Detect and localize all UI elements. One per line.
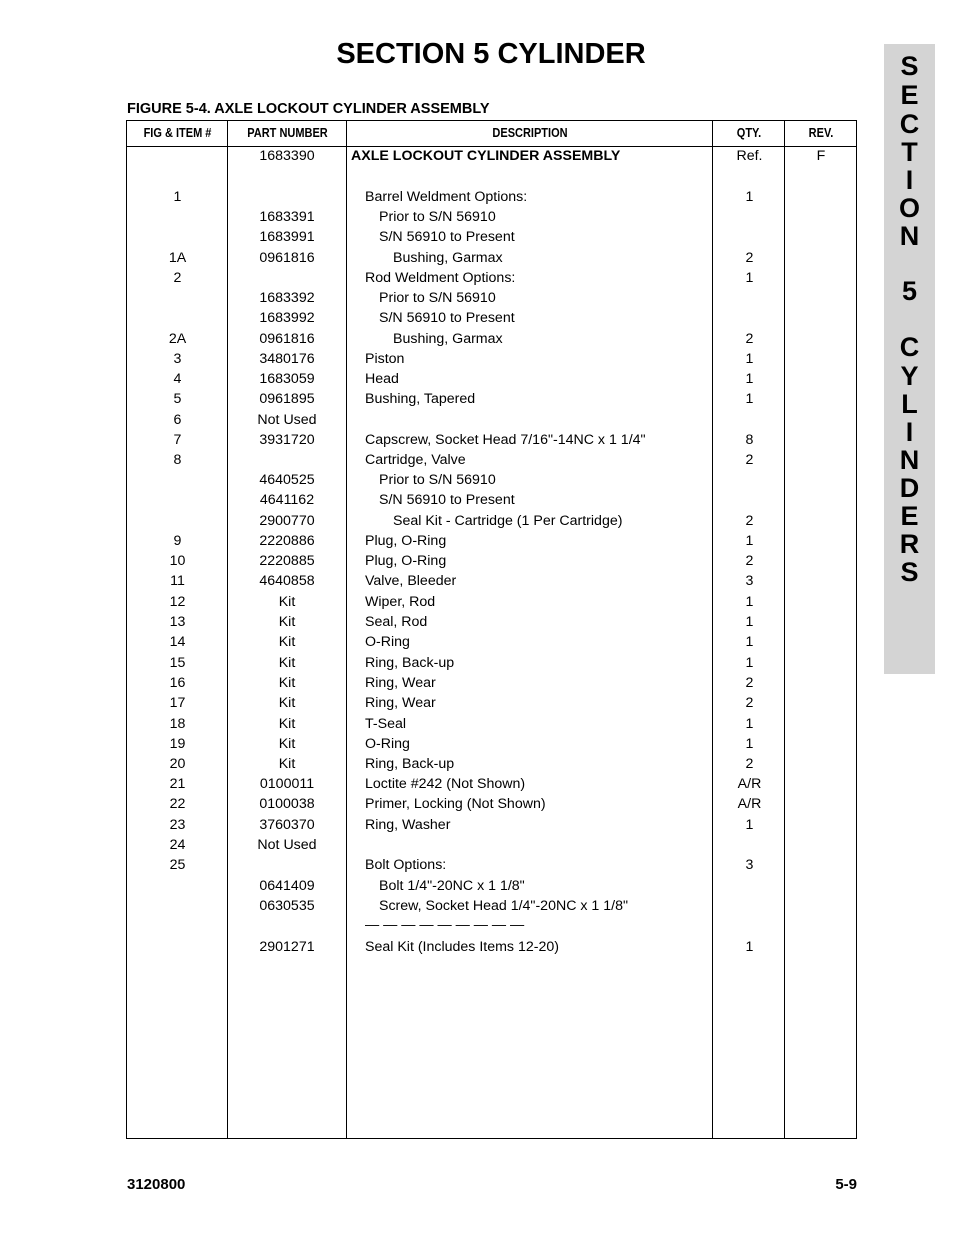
table-row: [127, 369, 856, 389]
part-number-cell: 0100011: [259, 776, 315, 792]
part-number-cell: 0961816: [259, 250, 315, 266]
table-row: [127, 653, 856, 673]
description-cell: S/N 56910 to Present: [379, 310, 515, 326]
part-number-cell: 1683992: [259, 310, 315, 326]
side-tab-letter: D: [899, 473, 920, 503]
description-cell: Bushing, Garmax: [393, 250, 503, 266]
description-cell: Wiper, Rod: [365, 594, 436, 610]
qty-cell: 1: [745, 736, 754, 752]
part-number-cell: 0961816: [259, 331, 315, 347]
description-cell: Screw, Socket Head 1/4"-20NC x 1 1/8": [379, 898, 629, 914]
side-tab-letter: R: [899, 529, 920, 559]
table-row: [127, 227, 856, 247]
side-tab-letter: E: [900, 80, 919, 110]
header-fig-item: FIG & ITEM #: [143, 126, 212, 140]
table-row: [127, 896, 856, 916]
table-header: [127, 121, 856, 147]
part-number-cell: Kit: [278, 655, 296, 671]
description-cell: Primer, Locking (Not Shown): [365, 796, 546, 812]
fig-item-cell: 23: [169, 817, 186, 833]
table-row: [127, 754, 856, 774]
side-tab-letter: L: [901, 389, 918, 419]
description-cell: T-Seal: [365, 716, 407, 732]
table-row: [127, 450, 856, 470]
table-row: [127, 693, 856, 713]
part-number-cell: 0100038: [259, 796, 315, 812]
side-tab-letter: 5: [901, 276, 918, 306]
description-cell: Head: [365, 371, 399, 387]
qty-cell: 2: [745, 695, 754, 711]
fig-item-cell: 19: [169, 736, 186, 752]
table-row: [127, 207, 856, 227]
table-row: [127, 815, 856, 835]
part-number-cell: 2220886: [259, 533, 315, 549]
side-tab-letter: C: [899, 109, 920, 139]
fig-item-cell: 17: [169, 695, 186, 711]
fig-item-cell: 2A: [168, 331, 187, 347]
table-row: [127, 571, 856, 591]
qty-cell: 1: [745, 371, 754, 387]
qty-cell: 1: [745, 594, 754, 610]
part-number-cell: Kit: [278, 716, 296, 732]
description-cell: Loctite #242 (Not Shown): [365, 776, 526, 792]
part-number-cell: Not Used: [257, 412, 317, 428]
part-number-cell: Kit: [278, 634, 296, 650]
description-cell: Ring, Wear: [365, 695, 436, 711]
qty-cell: 1: [745, 533, 754, 549]
description-cell: AXLE LOCKOUT CYLINDER ASSEMBLY: [351, 148, 621, 164]
part-number-cell: 2900770: [259, 513, 315, 529]
part-number-cell: 1683392: [259, 290, 315, 306]
side-tab-letter: I: [905, 165, 914, 195]
part-number-cell: Kit: [278, 594, 296, 610]
fig-item-cell: 6: [173, 412, 182, 428]
fig-item-cell: 13: [169, 614, 186, 630]
part-number-cell: 4640525: [259, 472, 315, 488]
table-row: [127, 308, 856, 328]
fig-item-cell: 1: [173, 189, 182, 205]
qty-cell: 1: [745, 270, 754, 286]
side-tab-letter: T: [901, 137, 918, 167]
part-number-cell: 0630535: [259, 898, 315, 914]
qty-cell: 1: [745, 614, 754, 630]
fig-item-cell: 4: [173, 371, 182, 387]
part-number-cell: 0961895: [259, 391, 315, 407]
side-tab-letter: I: [905, 417, 914, 447]
page-number: 5-9: [835, 1176, 857, 1193]
fig-item-cell: 11: [170, 573, 185, 589]
description-cell: Ring, Washer: [365, 817, 451, 833]
qty-cell: A/R: [737, 776, 762, 792]
qty-cell: 2: [745, 756, 754, 772]
section-title: SECTION 5 CYLINDER: [336, 38, 646, 70]
qty-cell: 1: [745, 716, 754, 732]
table-row: [127, 612, 856, 632]
part-number-cell: 3931720: [259, 432, 315, 448]
qty-cell: 3: [745, 573, 754, 589]
description-cell: Prior to S/N 56910: [379, 472, 496, 488]
part-number-cell: 1683991: [259, 229, 315, 245]
qty-cell: 2: [745, 331, 754, 347]
description-cell: S/N 56910 to Present: [379, 229, 515, 245]
table-row: [127, 389, 856, 409]
description-cell: S/N 56910 to Present: [379, 492, 515, 508]
description-cell: Rod Weldment Options:: [365, 270, 516, 286]
part-number-cell: Kit: [278, 736, 296, 752]
document-number: 3120800: [127, 1176, 186, 1193]
description-cell: Prior to S/N 56910: [379, 209, 496, 225]
table-row: [127, 714, 856, 734]
header-description: DESCRIPTION: [492, 126, 568, 140]
fig-item-cell: 3: [173, 351, 182, 367]
part-number-cell: 1683390: [259, 148, 315, 164]
table-row: [127, 329, 856, 349]
description-cell: Plug, O-Ring: [365, 553, 447, 569]
table-row: [127, 470, 856, 490]
description-cell: Seal, Rod: [365, 614, 428, 630]
qty-cell: 1: [745, 189, 754, 205]
description-cell: Ring, Back-up: [365, 655, 455, 671]
qty-cell: 1: [745, 655, 754, 671]
description-cell: Bushing, Garmax: [393, 331, 503, 347]
qty-cell: 8: [745, 432, 754, 448]
fig-item-cell: 15: [169, 655, 186, 671]
qty-cell: 1: [745, 939, 754, 955]
table-row: [127, 835, 856, 855]
description-cell: Piston: [365, 351, 405, 367]
part-number-cell: Kit: [278, 756, 296, 772]
fig-item-cell: 7: [173, 432, 182, 448]
description-cell: Seal Kit - Cartridge (1 Per Cartridge): [393, 513, 623, 529]
fig-item-cell: 1A: [168, 250, 187, 266]
description-cell: Capscrew, Socket Head 7/16"-14NC x 1 1/4": [365, 432, 646, 448]
table-row: [127, 288, 856, 308]
table-row: [127, 673, 856, 693]
table-row: [127, 915, 856, 935]
part-number-cell: 4640858: [259, 573, 315, 589]
table-row: [127, 632, 856, 652]
fig-item-cell: 16: [169, 675, 186, 691]
description-cell: Ring, Wear: [365, 675, 436, 691]
qty-cell: 2: [745, 675, 754, 691]
header-part-number: PART NUMBER: [247, 126, 328, 140]
table-row: [127, 430, 856, 450]
fig-item-cell: 22: [169, 796, 186, 812]
table-row: [127, 774, 856, 794]
description-cell: O-Ring: [365, 736, 410, 752]
table-row: [127, 248, 856, 268]
fig-item-cell: 14: [169, 634, 186, 650]
description-cell: — — — — — — — — —: [365, 917, 525, 933]
header-rev: REV.: [808, 126, 834, 140]
qty-cell: 3: [745, 857, 754, 873]
fig-item-cell: 10: [169, 553, 186, 569]
side-tab-letter: N: [899, 445, 920, 475]
table-row: [127, 551, 856, 571]
part-number-cell: 0641409: [259, 878, 315, 894]
fig-item-cell: 24: [169, 837, 186, 853]
table-row: [127, 592, 856, 612]
fig-item-cell: 18: [169, 716, 186, 732]
description-cell: Ring, Back-up: [365, 756, 455, 772]
fig-item-cell: 8: [173, 452, 182, 468]
qty-cell: 1: [745, 391, 754, 407]
part-number-cell: 2901271: [259, 939, 315, 955]
table-row: [127, 734, 856, 754]
qty-cell: 1: [745, 351, 754, 367]
table-row: [127, 511, 856, 531]
side-tab-letter: S: [900, 51, 919, 81]
description-cell: Plug, O-Ring: [365, 533, 447, 549]
description-cell: Bolt Options:: [365, 857, 447, 873]
table-row: [127, 146, 856, 166]
description-cell: Valve, Bleeder: [365, 573, 457, 589]
figure-title: FIGURE 5-4. AXLE LOCKOUT CYLINDER ASSEMBLY: [127, 101, 490, 117]
side-tab-letter: N: [899, 221, 920, 251]
table-row: [127, 490, 856, 510]
header-qty: QTY.: [736, 126, 762, 140]
part-number-cell: 3480176: [259, 351, 315, 367]
table-row: [127, 855, 856, 875]
qty-cell: 1: [745, 634, 754, 650]
fig-item-cell: 25: [169, 857, 186, 873]
qty-cell: 2: [745, 553, 754, 569]
section-side-tab: [884, 44, 935, 674]
description-cell: Bolt 1/4"-20NC x 1 1/8": [379, 878, 525, 894]
rev-cell: F: [816, 148, 826, 164]
table-row: [127, 794, 856, 814]
side-tab-letter: S: [900, 557, 919, 587]
side-tab-letter: E: [900, 501, 919, 531]
qty-cell: 2: [745, 250, 754, 266]
part-number-cell: Kit: [278, 614, 296, 630]
qty-cell: Ref.: [736, 148, 763, 164]
fig-item-cell: 20: [169, 756, 186, 772]
description-cell: Bushing, Tapered: [365, 391, 476, 407]
description-cell: Cartridge, Valve: [365, 452, 466, 468]
table-row: [127, 876, 856, 896]
table-row: [127, 937, 856, 957]
part-number-cell: 1683059: [259, 371, 315, 387]
table-row: [127, 187, 856, 207]
part-number-cell: 1683391: [259, 209, 315, 225]
table-row: [127, 349, 856, 369]
table-row: [127, 410, 856, 430]
parts-table: [126, 120, 857, 1139]
part-number-cell: 4641162: [259, 492, 315, 508]
part-number-cell: Kit: [278, 695, 296, 711]
fig-item-cell: 2: [173, 270, 182, 286]
qty-cell: 2: [745, 513, 754, 529]
part-number-cell: Kit: [278, 675, 296, 691]
side-tab-letter: Y: [900, 361, 919, 391]
fig-item-cell: 9: [173, 533, 182, 549]
part-number-cell: 2220885: [259, 553, 315, 569]
qty-cell: A/R: [737, 796, 762, 812]
fig-item-cell: 12: [169, 594, 186, 610]
table-row: [127, 531, 856, 551]
description-cell: Prior to S/N 56910: [379, 290, 496, 306]
side-tab-letter: C: [899, 332, 920, 362]
part-number-cell: Not Used: [257, 837, 317, 853]
table-row: [127, 268, 856, 288]
part-number-cell: 3760370: [259, 817, 315, 833]
description-cell: Barrel Weldment Options:: [365, 189, 528, 205]
description-cell: Seal Kit (Includes Items 12-20): [365, 939, 559, 955]
fig-item-cell: 21: [169, 776, 186, 792]
qty-cell: 1: [745, 817, 754, 833]
fig-item-cell: 5: [173, 391, 182, 407]
side-tab-letter: O: [898, 193, 920, 223]
description-cell: O-Ring: [365, 634, 410, 650]
qty-cell: 2: [745, 452, 754, 468]
